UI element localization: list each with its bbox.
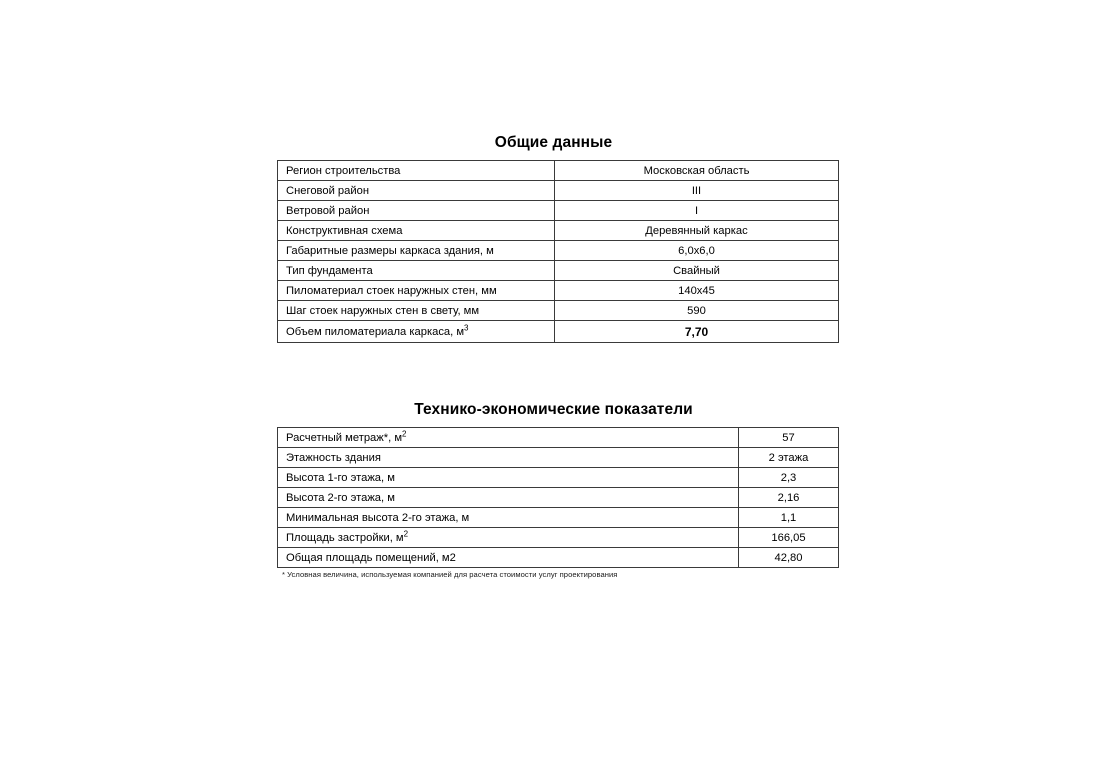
row-label-superscript: 2 — [403, 528, 409, 538]
row-label: Шаг стоек наружных стен в свету, мм — [278, 301, 555, 321]
table-row — [278, 241, 839, 261]
row-label — [278, 321, 555, 343]
row-value: 2 этажа — [739, 448, 839, 468]
row-label: Минимальная высота 2-го этажа, м — [278, 508, 739, 528]
row-label: Ветровой район — [278, 201, 555, 221]
row-value: 166,05 — [739, 528, 839, 548]
table-row — [278, 301, 839, 321]
row-value: 2,3 — [739, 468, 839, 488]
row-label: Этажность здания — [278, 448, 739, 468]
row-label: Габаритные размеры каркаса здания, м — [278, 241, 555, 261]
row-value: Деревянный каркас — [555, 221, 839, 241]
tech-economic-title: Технико-экономические показатели — [414, 401, 693, 418]
row-value: 57 — [739, 428, 839, 448]
table-row — [278, 161, 839, 181]
row-label: Пиломатериал стоек наружных стен, мм — [278, 281, 555, 301]
general-data-table — [277, 160, 839, 343]
row-value: 42,80 — [739, 548, 839, 568]
row-label-text: Расчетный метраж*, м — [286, 431, 403, 444]
row-value: 590 — [555, 301, 839, 321]
tech-economic-table — [277, 427, 839, 568]
row-label: Снеговой район — [278, 181, 555, 201]
table-row — [278, 448, 839, 468]
row-value: III — [555, 181, 839, 201]
row-value: 140х45 — [555, 281, 839, 301]
table-row — [278, 321, 839, 343]
row-label: Регион строительства — [278, 161, 555, 181]
row-label-text: Объем пиломатериала каркаса, м — [286, 325, 465, 338]
tech-economic-section — [277, 401, 830, 579]
row-value: 7,70 — [555, 321, 839, 343]
table-row — [278, 281, 839, 301]
row-value: 1,1 — [739, 508, 839, 528]
general-data-section — [277, 134, 830, 343]
row-value: Московская область — [555, 161, 839, 181]
table-row — [278, 428, 839, 448]
table-row — [278, 508, 839, 528]
table-row — [278, 528, 839, 548]
row-value: 6,0х6,0 — [555, 241, 839, 261]
table-row — [278, 548, 839, 568]
row-label-superscript: 3 — [464, 322, 469, 332]
table-row — [278, 261, 839, 281]
row-label: Высота 1-го этажа, м — [278, 468, 739, 488]
table-row — [278, 181, 839, 201]
row-value: I — [555, 201, 839, 221]
row-label-superscript: 2 — [402, 428, 407, 438]
table-row — [278, 221, 839, 241]
row-label: Тип фундамента — [278, 261, 555, 281]
table-row — [278, 488, 839, 508]
row-value: 2,16 — [739, 488, 839, 508]
table-row — [278, 468, 839, 488]
footnote: * Условная величина, используемая компанией для расчета стоимости услуг проектирования — [282, 570, 618, 579]
row-label: Высота 2-го этажа, м — [278, 488, 739, 508]
row-label — [278, 428, 739, 448]
row-label-text: Площадь застройки, м — [286, 531, 404, 544]
row-label: Конструктивная схема — [278, 221, 555, 241]
row-value: Свайный — [555, 261, 839, 281]
row-label: Общая площадь помещений, м2 — [278, 548, 739, 568]
table-row — [278, 201, 839, 221]
general-data-title: Общие данные — [494, 134, 613, 151]
row-label — [278, 528, 739, 548]
